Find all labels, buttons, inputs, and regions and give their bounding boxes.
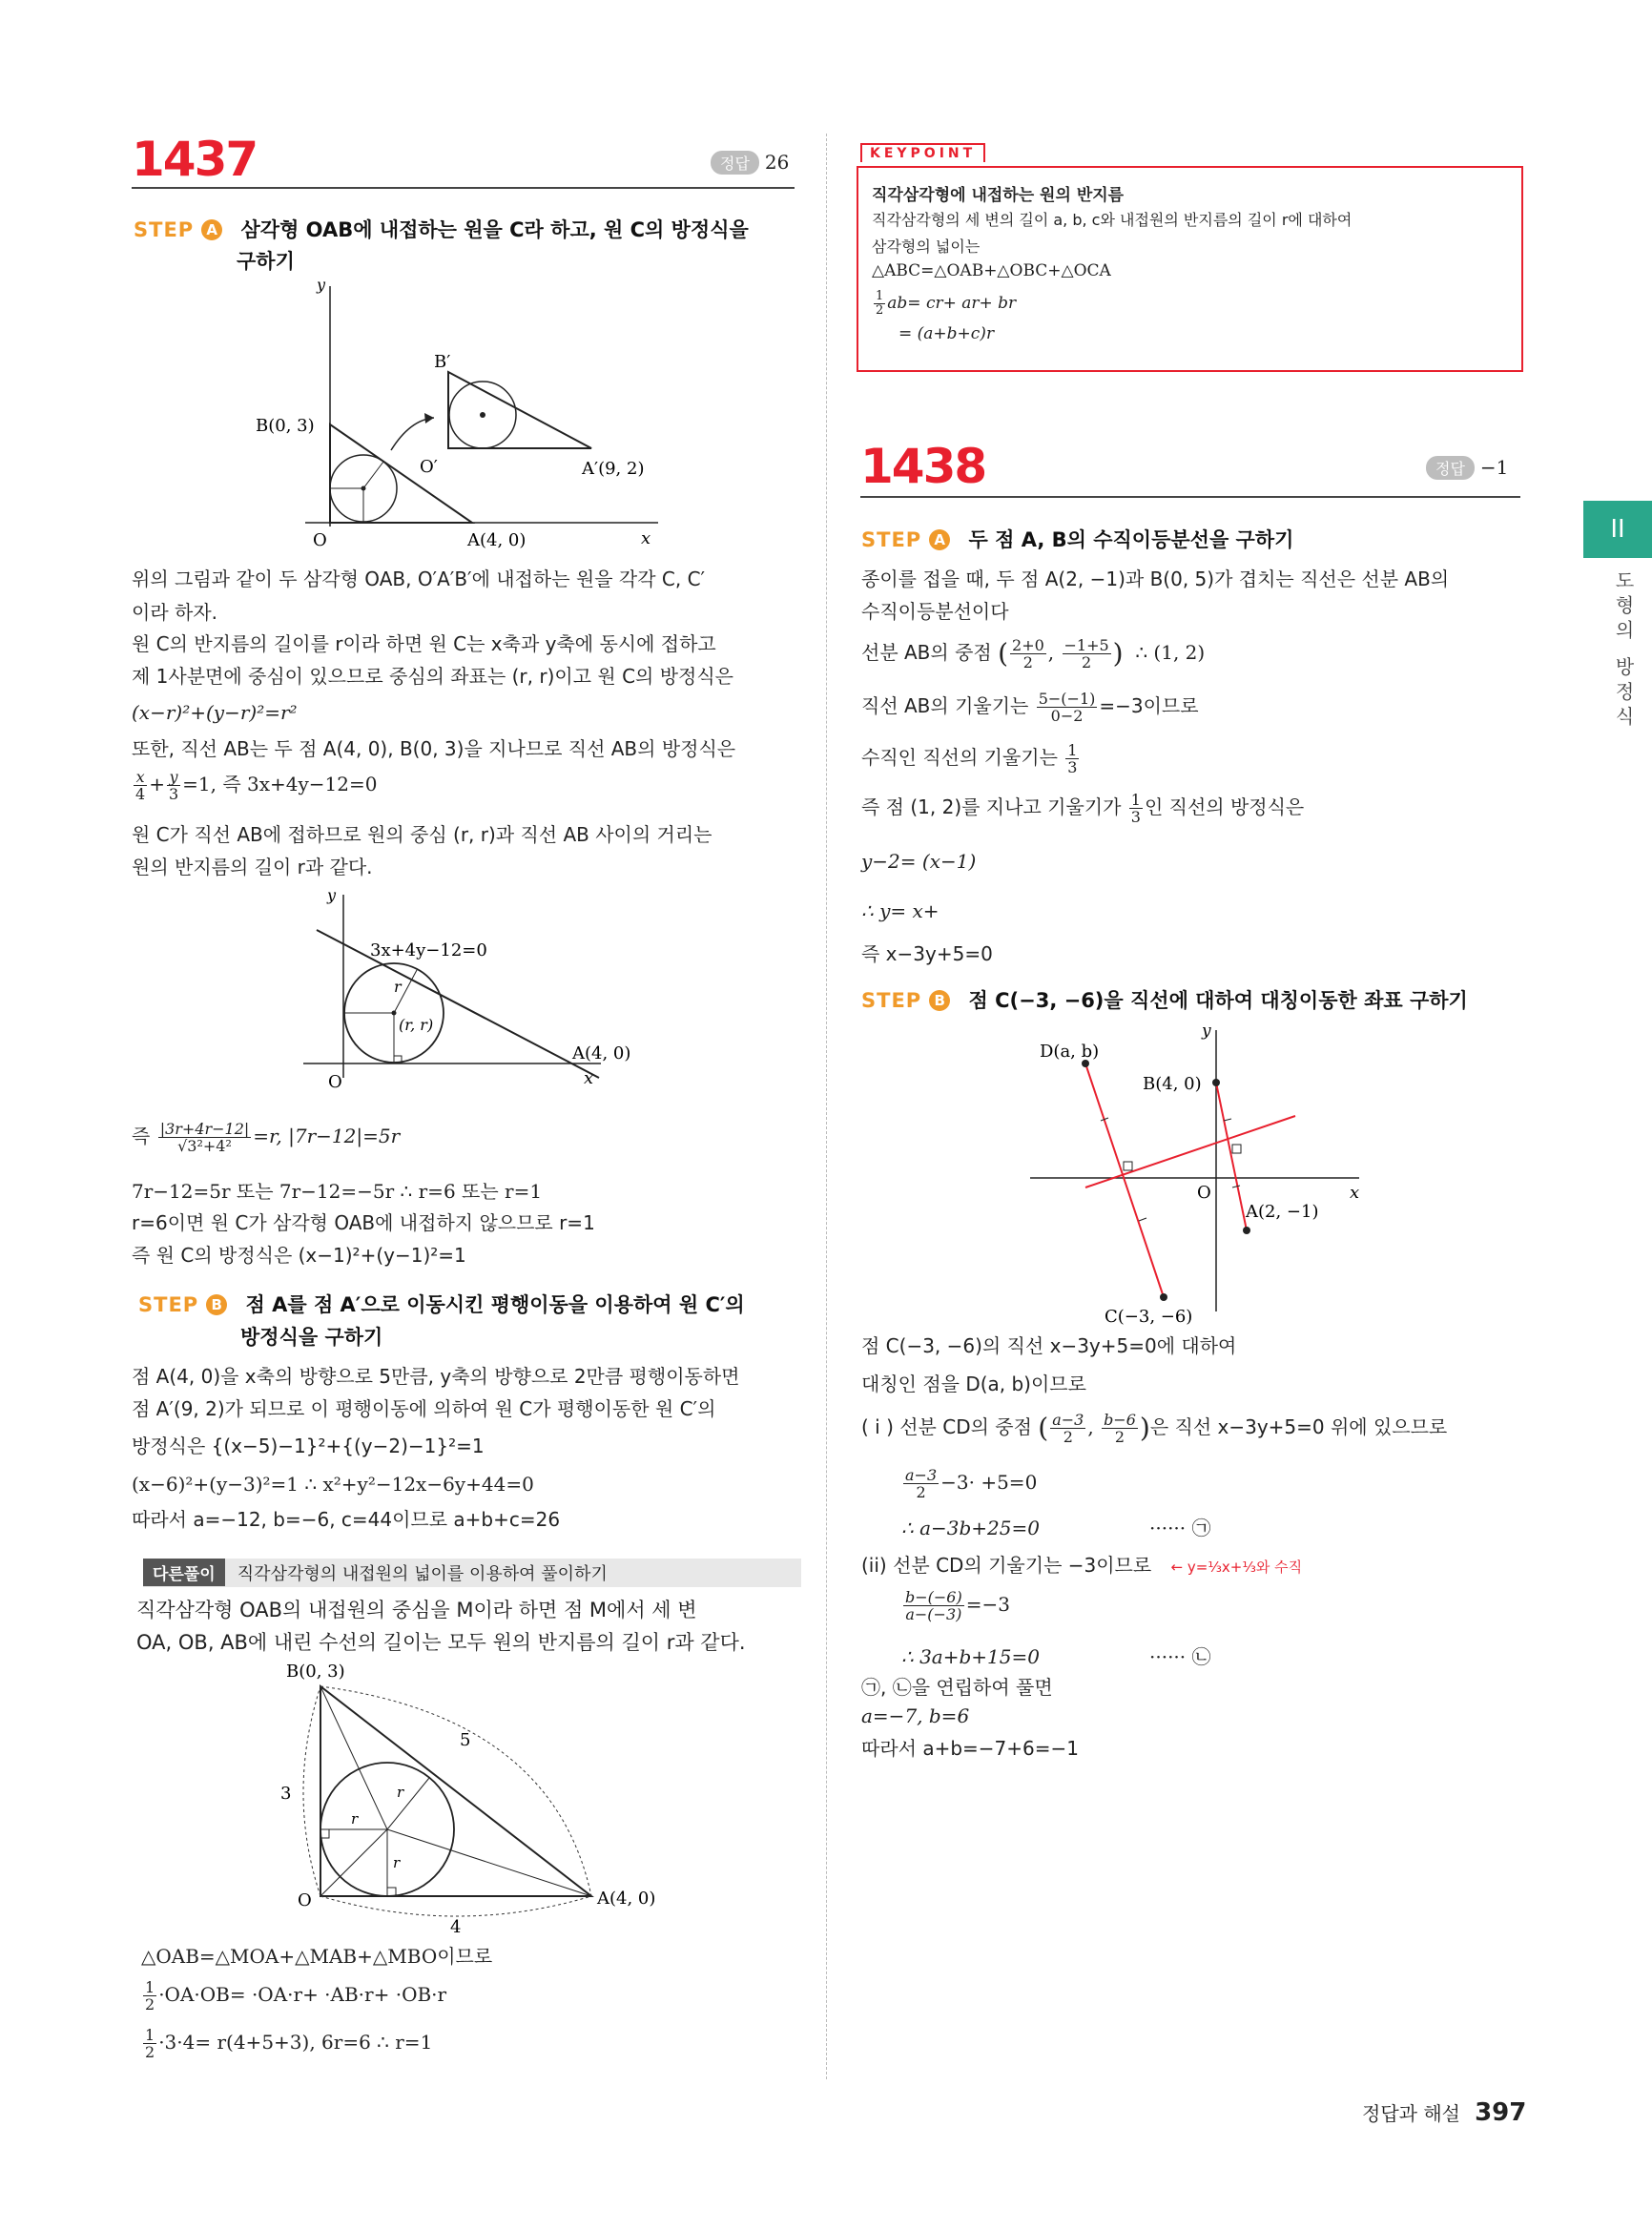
mark-1: ······ ㉠ (1149, 1517, 1211, 1539)
step-b-1437: STEP B 점 A를 점 A′으로 이동시킨 평행이동을 이용하여 원 C′의 (138, 1293, 745, 1316)
eq-line-1: y−2= (x−1) (861, 850, 977, 873)
label-b: B(0, 3) (256, 416, 315, 436)
label-y: y (317, 277, 326, 294)
eq-case-i-result: ∴ a−3b+25=0 (901, 1517, 1040, 1539)
label-b-prime: B′ (434, 352, 451, 372)
para-1438-a1: 수직이등분선이다 (861, 600, 1009, 623)
segment-ab (1216, 1083, 1247, 1230)
mark-2: ······ ㉡ (1149, 1645, 1211, 1668)
label-c: C(−3, −6) (1105, 1307, 1193, 1326)
eq-perp-slope: 수직인 직선의 기울기는 $\frac{1}{3}$ (861, 741, 1078, 776)
answer-1437 (711, 151, 789, 175)
keypoint-line3: △ABC=△OAB+△OBC+△OCA (872, 261, 1111, 280)
eq-case-i: ( i ) 선분 CD의 중점 ( $\frac{a-3}{2}$ , $\frac{b-6}{2}$ )은 직선 x−3y+5=0 위에 있으므로 (861, 1411, 1448, 1446)
keypoint-line2: 삼각형의 넓이는 (872, 237, 981, 256)
label-o: O (313, 530, 327, 550)
label-r3: r (397, 1784, 404, 1801)
step-a-1437: STEP A 삼각형 OAB에 내접하는 원을 C라 하고, 원 C의 방정식을 (134, 218, 749, 241)
note-perpendicular: ← y=⅓x+⅓와 수직 (1170, 1559, 1303, 1576)
label-x: x (584, 1068, 594, 1088)
step-a-1437-title2: 구하기 (237, 250, 295, 273)
para-1437-a0: 위의 그림과 같이 두 삼각형 OAB, O′A′B′에 내접하는 원을 각각 C, C′ (132, 568, 706, 590)
para-1437-e0: 직각삼각형 OAB의 내접원의 중심을 M이라 하면 점 M에서 세 변 (136, 1599, 697, 1621)
eq-line-2: ∴ y= x+ (861, 899, 940, 922)
label-a: A(2, −1) (1246, 1202, 1319, 1222)
arrow-curve (391, 418, 434, 450)
solution-values: a=−7, b=6 (861, 1704, 970, 1727)
figure-reflection (1021, 1021, 1373, 1326)
label-y: y (1202, 1022, 1211, 1041)
para-1437-f0: △OAB=△MOA+△MAB+△MBO이므로 (141, 1945, 493, 1968)
para-1437-b0: 원 C가 직선 AB에 접하므로 원의 중심 (r, r)과 직선 AB 사이의 거리는 (132, 823, 712, 846)
triangle (320, 1686, 591, 1896)
header-rule (860, 496, 1520, 498)
label-x: x (641, 528, 651, 548)
label-a: A(4, 0) (572, 1043, 631, 1063)
label-side-5: 5 (460, 1730, 471, 1750)
answer-value: 26 (764, 151, 790, 174)
answer-badge: 정답 (1426, 456, 1475, 480)
problem-number-1438: 1438 (860, 439, 986, 494)
label-o: O (1197, 1183, 1211, 1203)
keypoint-tab: KEYPOINT (860, 143, 985, 162)
figure-translation (238, 277, 677, 553)
step-b-1438: STEP B 점 C(−3, −6)을 직선에 대하여 대칭이동한 좌표 구하기 (861, 989, 1468, 1012)
perpendicular-bisector (1085, 1116, 1295, 1187)
label-b: B(0, 3) (286, 1662, 345, 1682)
eq-through: 즉 점 (1, 2)를 지나고 기울기가 $\frac{1}{3}$ 인 직선의 방정식은 (861, 791, 1305, 826)
eq-case-ii-sub: $\frac{b-(-6)}{a-(-3)}$ =−3 (905, 1588, 1010, 1623)
eq-distance: 즉 $\frac{|3r+4r-12|}{\text{√3²+4²}}$ =r, |7r−12|=5r (132, 1120, 401, 1155)
keypoint-box (857, 166, 1523, 372)
label-line: 3x+4y−12=0 (370, 940, 487, 960)
label-a-prime: A′(9, 2) (582, 459, 645, 479)
eq-area-1: $\frac{1}{2}$ ·OA·OB= ·OA·r+ ·AB·r+ ·OB·r (145, 1978, 447, 2013)
answer-1438 (1426, 456, 1508, 480)
eq-midpoint: 선분 AB의 중점 ( $\frac{2+0}{2}$ , $\frac{-1+5}{2}$ ) ∴ (1, 2) (861, 636, 1206, 671)
alt-solution-header: 다른풀이 직각삼각형의 내접원의 넓이를 이용하여 풀이하기 (143, 1559, 801, 1587)
label-o-prime: O′ (420, 457, 438, 477)
para-1437-c0: 7r−12=5r 또는 7r−12=−5r ∴ r=6 또는 r=1 (132, 1180, 543, 1203)
problem-number-1437: 1437 (132, 132, 258, 187)
eq-area-2: $\frac{1}{2}$ ·3·4= r(4+5+3), 6r=6 ∴ r=1 (145, 2026, 433, 2061)
para-1437-a2: 원 C의 반지름의 길이를 r이라 하면 원 C는 x축과 y축에 동시에 접하고 (132, 632, 716, 655)
column-divider (826, 134, 827, 2079)
eq-case-i-sub: $\frac{a-3}{2}$ −3· +5=0 (905, 1466, 1038, 1501)
keypoint-title: 직각삼각형에 내접하는 원의 반지름 (872, 186, 1125, 205)
step-b-1437-title2: 방정식을 구하기 (240, 1326, 383, 1349)
eq-line-ab: $\frac{x}{4}$ + $\frac{y}{3}$ =1, 즉 3x+4y−12=0 (135, 768, 378, 803)
triangle-oab (330, 424, 472, 523)
para-1437-a3: 제 1사분면에 중심이 있으므로 중심의 좌표는 (r, r)이고 원 C의 방정식은 (132, 665, 733, 688)
chapter-title: 도형의 방정식 (1612, 570, 1635, 732)
para-1437-d4: 따라서 a=−12, b=−6, c=44이므로 a+b+c=26 (132, 1508, 561, 1531)
step-a-1438: STEP A 두 점 A, B의 수직이등분선을 구하기 (861, 528, 1294, 551)
label-r2: r (393, 1854, 401, 1871)
para-1438-b0: 점 C(−3, −6)의 직선 x−3y+5=0에 대하여 (861, 1334, 1237, 1357)
label-side-3: 3 (280, 1784, 292, 1804)
para-1437-a5: 또한, 직선 AB는 두 점 A(4, 0), B(0, 3)을 지나므로 직선 AB의 방정식은 (132, 737, 736, 760)
final-answer: 따라서 a+b=−7+6=−1 (861, 1737, 1079, 1760)
answer-badge: 정답 (711, 151, 759, 175)
para-solve: ㉠, ㉡을 연립하여 풀면 (861, 1676, 1053, 1699)
para-1438-b1: 대칭인 점을 D(a, b)이므로 (861, 1373, 1086, 1395)
label-d: D(a, b) (1040, 1042, 1100, 1062)
label-b: B(4, 0) (1143, 1074, 1202, 1094)
chapter-tab: II (1583, 501, 1652, 558)
para-1437-d3: (x−6)²+(y−3)²=1 ∴ x²+y²−12x−6y+44=0 (132, 1473, 534, 1496)
page-number: 397 (1475, 2098, 1527, 2127)
para-1437-a4: (x−r)²+(y−r)²=r² (132, 701, 298, 724)
label-y: y (327, 887, 337, 904)
para-1438-a0: 종이를 접을 때, 두 점 A(2, −1)과 B(0, 5)가 겹치는 직선은 선분 AB의 (861, 568, 1450, 590)
label-center: (r, r) (399, 1016, 434, 1034)
para-1437-d2: 방정식은 {(x−5)−1}²+{(y−2)−1}²=1 (132, 1435, 485, 1457)
label-o: O (298, 1890, 312, 1910)
para-1437-e1: OA, OB, AB에 내린 수선의 길이는 모두 원의 반지름의 길이 r과 같다. (136, 1631, 746, 1654)
eq-line-3: 즉 x−3y+5=0 (861, 942, 993, 965)
para-1437-c1: r=6이면 원 C가 삼각형 OAB에 내접하지 않으므로 r=1 (132, 1211, 595, 1234)
label-side-4: 4 (450, 1917, 462, 1936)
eq-case-ii: (ii) 선분 CD의 기울기는 −3이므로 ← y=⅓x+⅓와 수직 (861, 1554, 1303, 1577)
keypoint-line4: $\frac{1}{2}$ ab= cr+ ar+ br (876, 289, 1017, 318)
figure-incircle (296, 887, 658, 1102)
label-r: r (394, 978, 402, 996)
header-rule (132, 187, 795, 189)
segment-cd (1085, 1063, 1164, 1297)
figure-alt-incircle (277, 1660, 687, 1936)
para-1437-d1: 점 A′(9, 2)가 되므로 이 평행이동에 의하여 원 C가 평행이동한 원 C′의 (132, 1397, 716, 1420)
para-1437-b1: 원의 반지름의 길이 r과 같다. (132, 856, 373, 878)
label-x: x (1350, 1183, 1360, 1203)
footer: 정답과 해설 397 (1362, 2098, 1527, 2127)
label-o: O (328, 1072, 342, 1092)
keypoint-line1: 직각삼각형의 세 변의 길이 a, b, c와 내접원의 반지름의 길이 r에 대하여 (872, 211, 1353, 229)
keypoint-line5: = (a+b+c)r (898, 324, 995, 343)
para-1437-c2: 즉 원 C의 방정식은 (x−1)²+(y−1)²=1 (132, 1244, 466, 1267)
label-r1: r (351, 1810, 359, 1827)
eq-slope: 직선 AB의 기울기는 $\frac{5-(-1)}{0-2}$ =−3이므로 (861, 690, 1199, 725)
para-1437-a1: 이라 하자. (132, 601, 217, 624)
label-a: A(4, 0) (467, 530, 527, 550)
answer-value: −1 (1479, 456, 1509, 479)
para-1437-d0: 점 A(4, 0)을 x축의 방향으로 5만큼, y축의 방향으로 2만큼 평행이동하면 (132, 1365, 740, 1388)
eq-case-ii-result: ∴ 3a+b+15=0 (901, 1645, 1040, 1668)
label-a: A(4, 0) (597, 1889, 656, 1909)
